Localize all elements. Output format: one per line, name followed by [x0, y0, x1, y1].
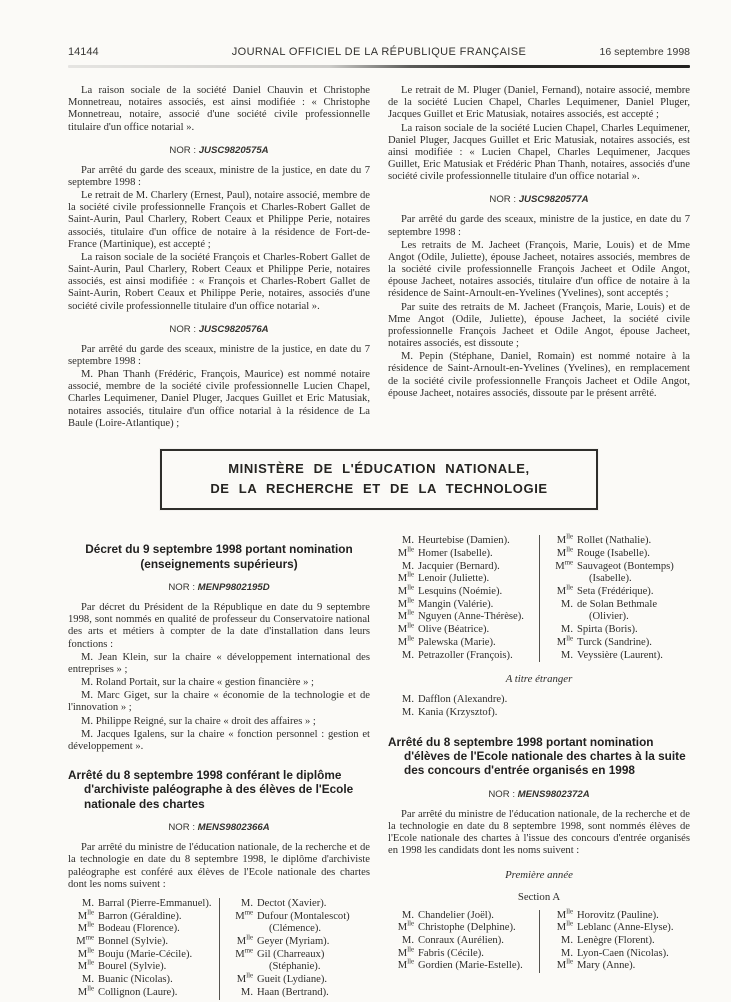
paragraph: Par arrêté du garde des sceaux, ministre de la justice, en date du 7 septembre 1998 : [388, 214, 690, 238]
name-entry [390, 922, 535, 935]
honorific: M. [401, 934, 414, 946]
paragraph: Par arrêté du garde des sceaux, ministre de la justice, en date du 7 septembre 1998 : [68, 164, 370, 188]
honorific: M. [401, 909, 414, 921]
person-name-continued: (Isabelle). [589, 573, 632, 585]
person-name: Nguyen (Anne-Thérèse). [418, 611, 524, 623]
ministry-heading-line2: DE LA RECHERCHE ET DE LA TECHNOLOGIE [210, 481, 548, 497]
person-name: Bonnel (Sylvie). [98, 936, 169, 948]
name-entry [549, 599, 686, 624]
person-name: Christophe (Delphine). [418, 922, 516, 934]
honorific: $M^{lle}$ [556, 546, 573, 559]
nor-code: JUSC9820577A [518, 194, 589, 206]
nor-code: JUSC9820576A [198, 323, 269, 335]
names-list [388, 694, 690, 719]
name-entry [390, 707, 686, 720]
paragraph: Le retrait de M. Pluger (Daniel, Fernand), notaire associé, membre de la société Lucien Chapel, Charles Lequimener, Daniel Pluger, Jacques Guillet et Eric Matusiak, notaires associés, est accepté ; [388, 85, 690, 121]
honorific: M. [560, 598, 573, 610]
nor-label: NOR : [169, 323, 197, 335]
education-left-column [68, 528, 370, 1001]
honorific: M. [81, 974, 94, 986]
paragraph: La raison sociale de la société François et Charles-Robert Gallet de Saint-Aurin, Paul Charlery, Robert Ceaux et Philippe Perie, notaires associés, est ainsi modifiée : « François et Charles-Robert Gallet de Saint-Aurin, Robert Ceaux et Philippe Perie, notaires, associés d'une société civile professionnelle titulaire d'un office notarial ». [68, 251, 370, 312]
paragraph: Par suite des retraits de M. Jacheet (François, Marie, Louis) et de Mme Angot (Odile, Juliette), épouse Jacheet, la société civile professionnelle François Jacheet et Odile Angot, épouse Jacheet, notaires associés, est dissoute ; [388, 301, 690, 350]
honorific: $M^{lle}$ [556, 584, 573, 598]
nor-code: MENP9802195D [197, 582, 270, 594]
article-heading: Arrêté du 8 septembre 1998 portant nomination d'élèves de l'Ecole nationale des chartes à la suite des concours d'entrée organisés en 1998 [388, 734, 686, 778]
honorific: $M^{lle}$ [397, 622, 414, 636]
person-name-continued: (Stéphanie). [269, 961, 321, 973]
person-name: Sauvageot (Bontemps) [577, 560, 674, 572]
person-name: Bouju (Marie-Cécile). [98, 948, 193, 960]
honorific: $M^{lle}$ [236, 934, 253, 948]
nor-label: NOR : [168, 822, 195, 834]
name-entry [549, 561, 686, 586]
paragraph: Le retrait de M. Charlery (Ernest, Paul), notaire associé, membre de la société civile professionnelle François et Charles-Robert Gallet de Saint-Aurin, Paul Charlery, Robert Ceaux et Philippe Perie, notaires associés, titulaire d'un office de notaire à la résidence de Fort-de-France (Martinique), est accepté ; [68, 190, 370, 250]
honorific: M. [560, 934, 573, 946]
education-right-column [388, 528, 690, 1001]
honorific: M. [401, 649, 414, 661]
journal-title: JOURNAL OFFICIEL DE LA RÉPUBLIQUE FRANÇAISE [231, 46, 527, 58]
person-name: Geyer (Myriam). [257, 936, 330, 948]
person-name: Barral (Pierre-Emmanuel). [98, 897, 212, 909]
names-column [539, 535, 690, 662]
nor-code: MENS9802372A [517, 788, 590, 800]
person-name: Gordien (Marie-Estelle). [418, 960, 523, 972]
paragraph: M. Roland Portait, sur la chaire « gestion financière » ; [81, 677, 315, 689]
name-entry [229, 949, 366, 974]
header-rule [68, 65, 690, 68]
nor-reference [68, 822, 370, 833]
name-entry [70, 961, 215, 974]
person-name: Dafflon (Alexandre). [418, 694, 508, 706]
subsection-heading: Première année [505, 868, 573, 881]
person-name: Rollet (Nathalie). [577, 535, 652, 547]
honorific: M. [560, 624, 573, 636]
person-name: Mangin (Valérie). [418, 598, 494, 610]
nor-reference [68, 582, 370, 593]
person-name: Dectot (Xavier). [257, 897, 327, 909]
nor-reference [68, 324, 370, 335]
subsection-heading: A titre étranger [505, 673, 573, 686]
name-entry [70, 987, 215, 1000]
person-name: Haan (Bertrand). [257, 986, 329, 998]
article-heading: Décret du 9 septembre 1998 portant nomination (enseignements supérieurs) [85, 542, 353, 571]
ministry-heading-line1: MINISTÈRE DE L'ÉDUCATION NATIONALE, [228, 460, 530, 476]
name-entry [390, 548, 535, 561]
honorific: $M^{lle}$ [397, 584, 414, 598]
paragraph: Par décret du Président de la République en date du 9 septembre 1998, sont nommés en qualité de professeur du Conservatoire national des arts et métiers à compter de la date d'installation dans leurs fonctions : [68, 602, 370, 650]
name-entry [229, 974, 366, 987]
honorific: $M^{lle}$ [556, 920, 573, 934]
person-name: Olive (Béatrice). [418, 624, 490, 636]
honorific: $M^{me}$ [235, 947, 253, 960]
paragraph: Par arrêté du garde des sceaux, ministre de la justice, en date du 7 septembre 1998 : [68, 343, 370, 367]
name-entry [229, 911, 366, 936]
paragraph: M. Pepin (Stéphane, Daniel, Romain) est nommé notaire à la résidence de Saint-Arnoult-en-Yvelines (Yvelines), en remplacement de la société civile professionnelle François Jacheet et Odile Angot, épouse Jacheet, notaires associés, dissoute par le présent arrêté. [388, 351, 690, 399]
article-heading: Arrêté du 8 septembre 1998 conférant le diplôme d'archiviste paléographe à des élèves de l'Ecole nationale des chartes [68, 768, 354, 811]
honorific: $M^{lle}$ [77, 947, 94, 960]
person-name-continued: (Clémence). [269, 923, 322, 935]
paragraph: La raison sociale de la société Daniel Chauvin et Christophe Monnetreau, notaires associés, est ainsi modifiée : « Christophe Monnetreau, notaire, associé d'une société civile professionnelle titulaire d'un office notarial ». [68, 85, 370, 133]
person-name: Gil (Charreaux) [257, 948, 325, 960]
ministry-heading-box [160, 449, 598, 510]
honorific: M. [560, 947, 573, 959]
names-column [219, 898, 370, 1000]
paragraph: M. Jacques Igalens, sur la chaire « fonction personnel : gestion et développement ». [68, 728, 370, 752]
justice-right-column [388, 85, 690, 431]
nor-label: NOR : [489, 194, 517, 206]
subsection-heading: Section A [517, 890, 561, 903]
nor-code: JUSC9820575A [198, 144, 269, 156]
person-name: Fabris (Cécile). [418, 947, 484, 959]
honorific: $M^{lle}$ [397, 635, 414, 648]
names-column [388, 694, 690, 719]
person-name: Chandelier (Joël). [418, 909, 494, 921]
honorific: $M^{lle}$ [397, 571, 414, 585]
paragraph: Les retraits de M. Jacheet (François, Marie, Louis) et de Mme Angot (Odile, Juliette), épouse Jacheet, notaires associés, membres de la société civile professionnelle François Jacheet et Odile Angot, épouse Jacheet, notaires associés, titulaire d'un office de notaire à la résidence de Saint-Arnoult-en-Yvelines (Yvelines), sont acceptés ; [388, 239, 690, 300]
honorific: M. [560, 649, 573, 661]
paragraph: La raison sociale de la société Lucien Chapel, Charles Lequimener, Daniel Pluger, Jacques Guillet et Eric Matusiak, notaires associés, est ainsi modifiée : « Lucien Chapel, Charles Lequimener, Jacques Guillet, Eric Matusiak et Frédéric Phan Thanh, notaires, associés d'une société civile professionnelle titulaire d'un office notarial ». [388, 122, 690, 183]
honorific: M. [81, 897, 94, 909]
name-entry [549, 650, 686, 663]
person-name: Lesquins (Noémie). [418, 586, 503, 598]
honorific: $M^{lle}$ [556, 635, 573, 648]
name-entry [390, 694, 686, 707]
honorific: M. [240, 897, 253, 909]
honorific: M. [240, 986, 253, 998]
person-name: Seta (Frédérique). [577, 586, 654, 598]
nor-label: NOR : [169, 144, 197, 156]
person-name: Lenègre (Florent). [577, 934, 655, 946]
honorific: $M^{lle}$ [397, 920, 414, 934]
nor-code: MENS9802366A [197, 822, 270, 834]
paragraph: Par arrêté du ministre de l'éducation nationale, de la recherche et de la technologie en date du 8 septembre 1998, le diplôme d'archiviste paléographe est conféré aux élèves de l'Ecole nationale des chartes dont les noms suivent : [68, 842, 370, 890]
honorific: M. [401, 694, 414, 706]
page-number: 14144 [68, 46, 99, 58]
person-name: Petrazoller (François). [418, 649, 513, 661]
names-column [68, 898, 219, 1000]
names-list [388, 910, 690, 974]
person-name: Conraux (Aurélien). [418, 934, 504, 946]
name-entry [549, 960, 686, 973]
person-name: Jacquier (Bernard). [418, 560, 500, 572]
person-name: Buanic (Nicolas). [98, 974, 173, 986]
paragraph: M. Phan Thanh (Frédéric, François, Maurice) est nommé notaire associé, membre de la société civile professionnelle Lucien Chapel, Charles Lequimener, Daniel Pluger, Jacques Guillet et Eric Matusiak, notaires associés, titulaire d'un office notarial à la résidence de La Baule (Loire-Atlantique) ; [68, 369, 370, 429]
honorific: $M^{lle}$ [77, 921, 94, 935]
issue-date: 16 septembre 1998 [599, 46, 690, 58]
person-name: Bodeau (Florence). [98, 923, 180, 935]
paragraph: M. Marc Giget, sur la chaire « économie de la technologie et de l'innovation » ; [68, 690, 370, 714]
person-name: de Solan Bethmale [577, 598, 658, 610]
name-entry [390, 637, 535, 650]
person-name: Palewska (Marie). [418, 636, 496, 648]
name-entry [390, 960, 535, 973]
nor-reference [388, 789, 690, 800]
person-name: Lenoir (Juliette). [418, 573, 490, 585]
honorific: $M^{lle}$ [77, 909, 94, 922]
names-list [68, 898, 370, 1000]
honorific: M. [401, 560, 414, 572]
honorific: $M^{lle}$ [556, 908, 573, 921]
honorific: $M^{lle}$ [397, 609, 414, 623]
honorific: $M^{lle}$ [556, 533, 573, 547]
person-name: Veyssière (Laurent). [577, 649, 663, 661]
honorific: $M^{lle}$ [397, 958, 414, 972]
paragraph: Par arrêté du ministre de l'éducation nationale, de la recherche et de la technologie en date du 8 septembre 1998, sont nommés élèves de l'Ecole nationale des chartes à l'issue des concours d'entrée organisés en 1998 les candidats dont les noms suivent : [388, 808, 690, 857]
honorific: $M^{me}$ [235, 909, 253, 922]
person-name-continued: (Olivier). [589, 611, 629, 623]
honorific: $M^{lle}$ [556, 958, 573, 972]
education-section [68, 528, 690, 1001]
nor-label: NOR : [488, 788, 515, 800]
names-column [388, 535, 539, 662]
person-name: Heurtebise (Damien). [418, 535, 510, 547]
paragraph: M. Jean Klein, sur la chaire « développement international des entreprises » ; [68, 651, 370, 675]
names-list [388, 535, 690, 662]
justice-section [68, 85, 690, 431]
honorific: $M^{lle}$ [77, 959, 94, 973]
honorific: $M^{me}$ [555, 559, 573, 572]
nor-label: NOR : [168, 582, 195, 594]
person-name: Leblanc (Anne-Elyse). [577, 922, 674, 934]
honorific: $M^{lle}$ [397, 946, 414, 959]
name-entry [549, 922, 686, 935]
nor-reference [68, 145, 370, 156]
person-name: Collignon (Laure). [98, 986, 178, 998]
person-name: Kania (Krzysztof). [418, 706, 498, 718]
names-column [539, 910, 690, 974]
names-column [388, 910, 539, 974]
honorific: $M^{me}$ [76, 934, 94, 948]
name-entry [549, 935, 686, 948]
person-name: Rouge (Isabelle). [577, 547, 650, 559]
person-name: Gueit (Lydiane). [257, 974, 328, 986]
person-name: Mary (Anne). [577, 960, 636, 972]
person-name: Bourel (Sylvie). [98, 961, 167, 973]
person-name: Dufour (Montalescot) [257, 910, 350, 922]
person-name: Barron (Géraldine). [98, 910, 182, 922]
honorific: M. [401, 706, 414, 718]
honorific: $M^{lle}$ [236, 972, 253, 986]
honorific: $M^{lle}$ [397, 597, 414, 610]
name-entry [390, 650, 535, 663]
honorific: M. [401, 535, 414, 547]
name-entry [229, 987, 366, 1000]
name-entry [549, 637, 686, 650]
justice-left-column [68, 85, 370, 431]
person-name: Lyon-Caen (Nicolas). [577, 947, 669, 959]
person-name: Homer (Isabelle). [418, 547, 493, 559]
paragraph: M. Philippe Reigné, sur la chaire « droit des affaires » ; [81, 715, 316, 727]
name-entry [549, 586, 686, 599]
honorific: $M^{lle}$ [397, 546, 414, 559]
person-name: Turck (Sandrine). [577, 636, 652, 648]
honorific: $M^{lle}$ [77, 985, 94, 998]
nor-reference [388, 194, 690, 205]
page-header [68, 46, 690, 58]
person-name: Spirta (Boris). [577, 624, 638, 636]
person-name: Horovitz (Pauline). [577, 909, 659, 921]
